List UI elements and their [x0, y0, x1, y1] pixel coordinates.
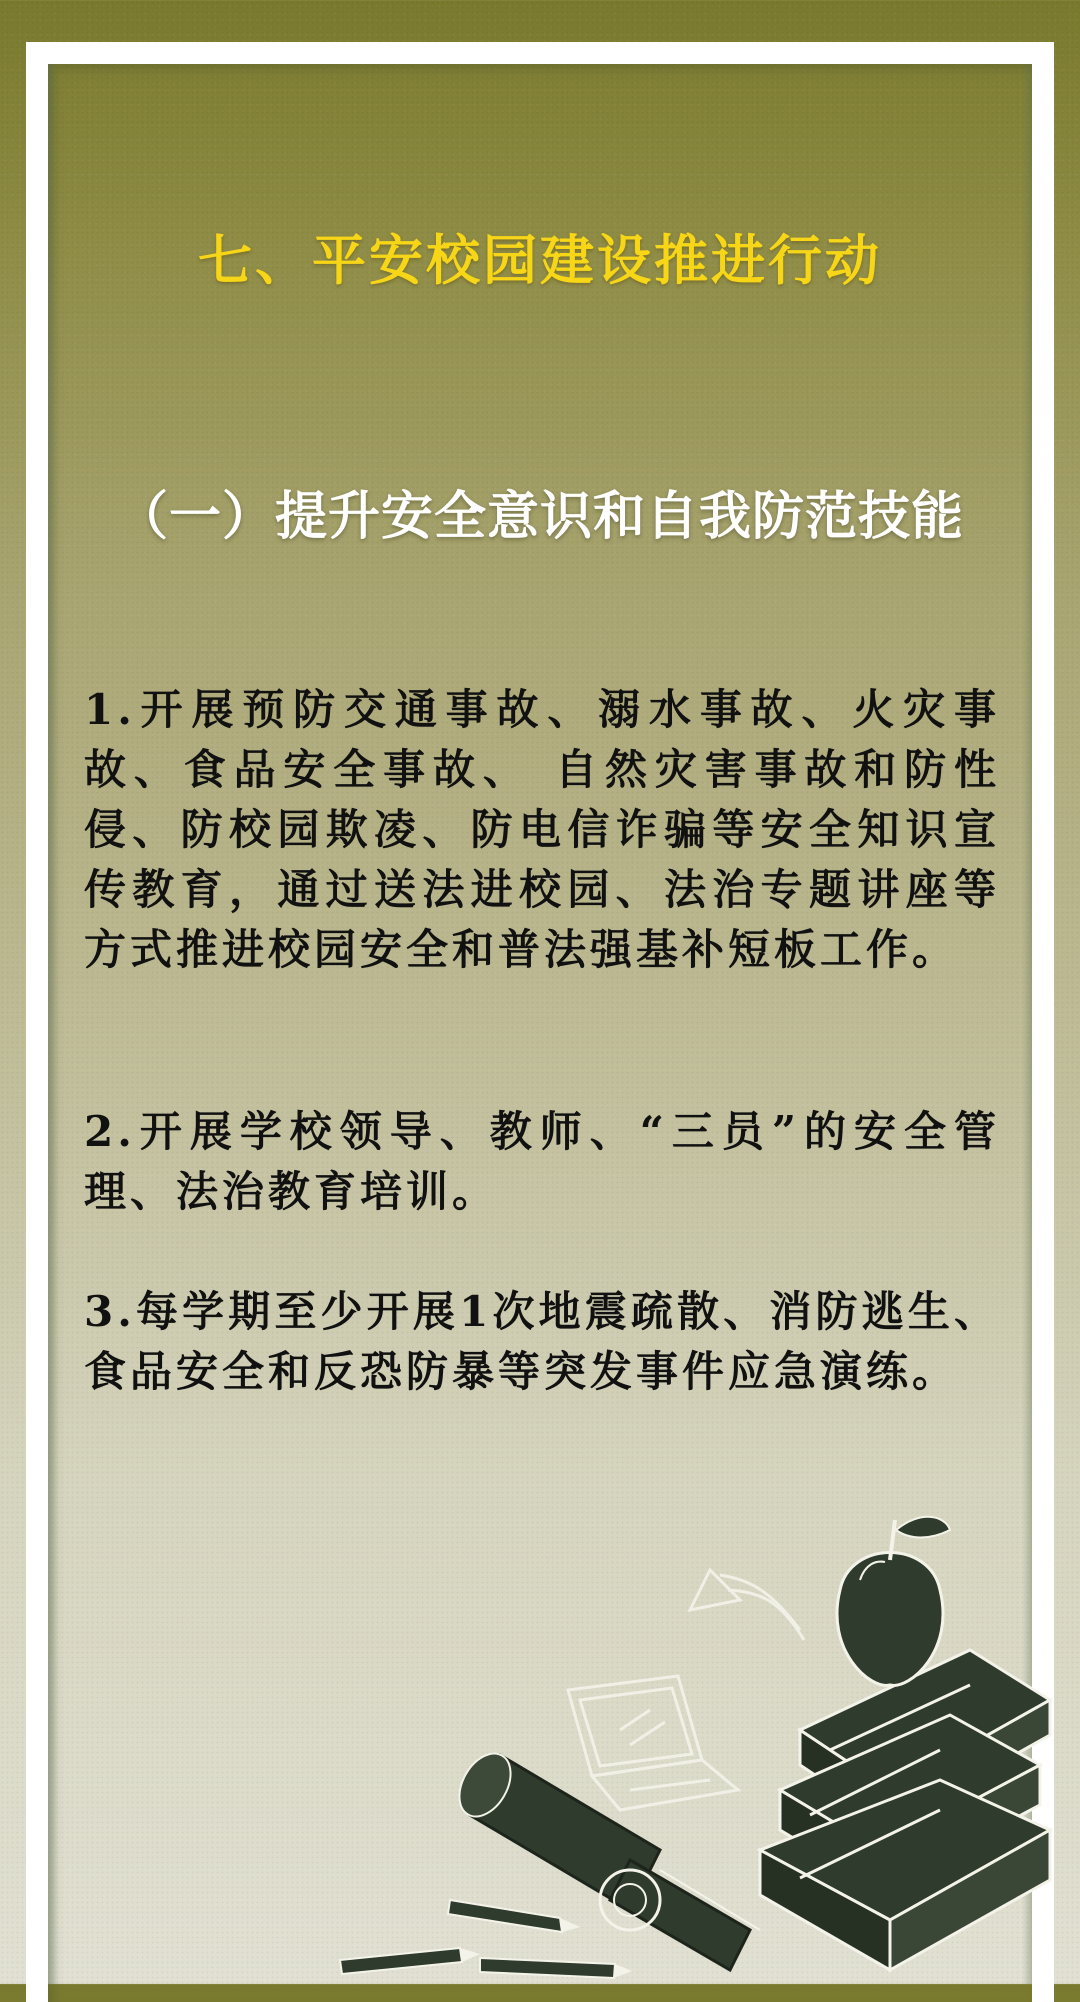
books-icon — [760, 1650, 1050, 1970]
list-item: 3.每学期至少开展1次地震疏散、消防逃生、食品安全和反恐防暴等突发事件应急演练。 — [84, 1287, 1000, 1396]
list-item: 1.开展预防交通事故、溺水事故、火灾事故、食品安全事故、 自然灾害事故和防性侵、防校园欺凌、防电信诈骗等安全知识宣传教育，通过送法进校园、法治专题讲座等方式推进校园安全和普法强基补短板工作。 — [84, 685, 1000, 974]
pencil-icon — [340, 1900, 632, 1978]
rolled-paper-icon — [449, 1745, 760, 1970]
frame-shadow-left — [48, 64, 58, 1984]
laptop-icon — [568, 1676, 738, 1810]
arrow-icon — [690, 1570, 804, 1640]
list-item: 2.开展学校领导、教师、“三员”的安全管理、法治教育培训。 — [84, 1107, 1000, 1216]
page-title: 七、平安校园建设推进行动 — [198, 229, 882, 292]
apple-icon — [837, 1517, 950, 1686]
school-illustration — [330, 1500, 1080, 1984]
section-subtitle: （一）提升安全意识和自我防范技能 — [115, 486, 964, 547]
